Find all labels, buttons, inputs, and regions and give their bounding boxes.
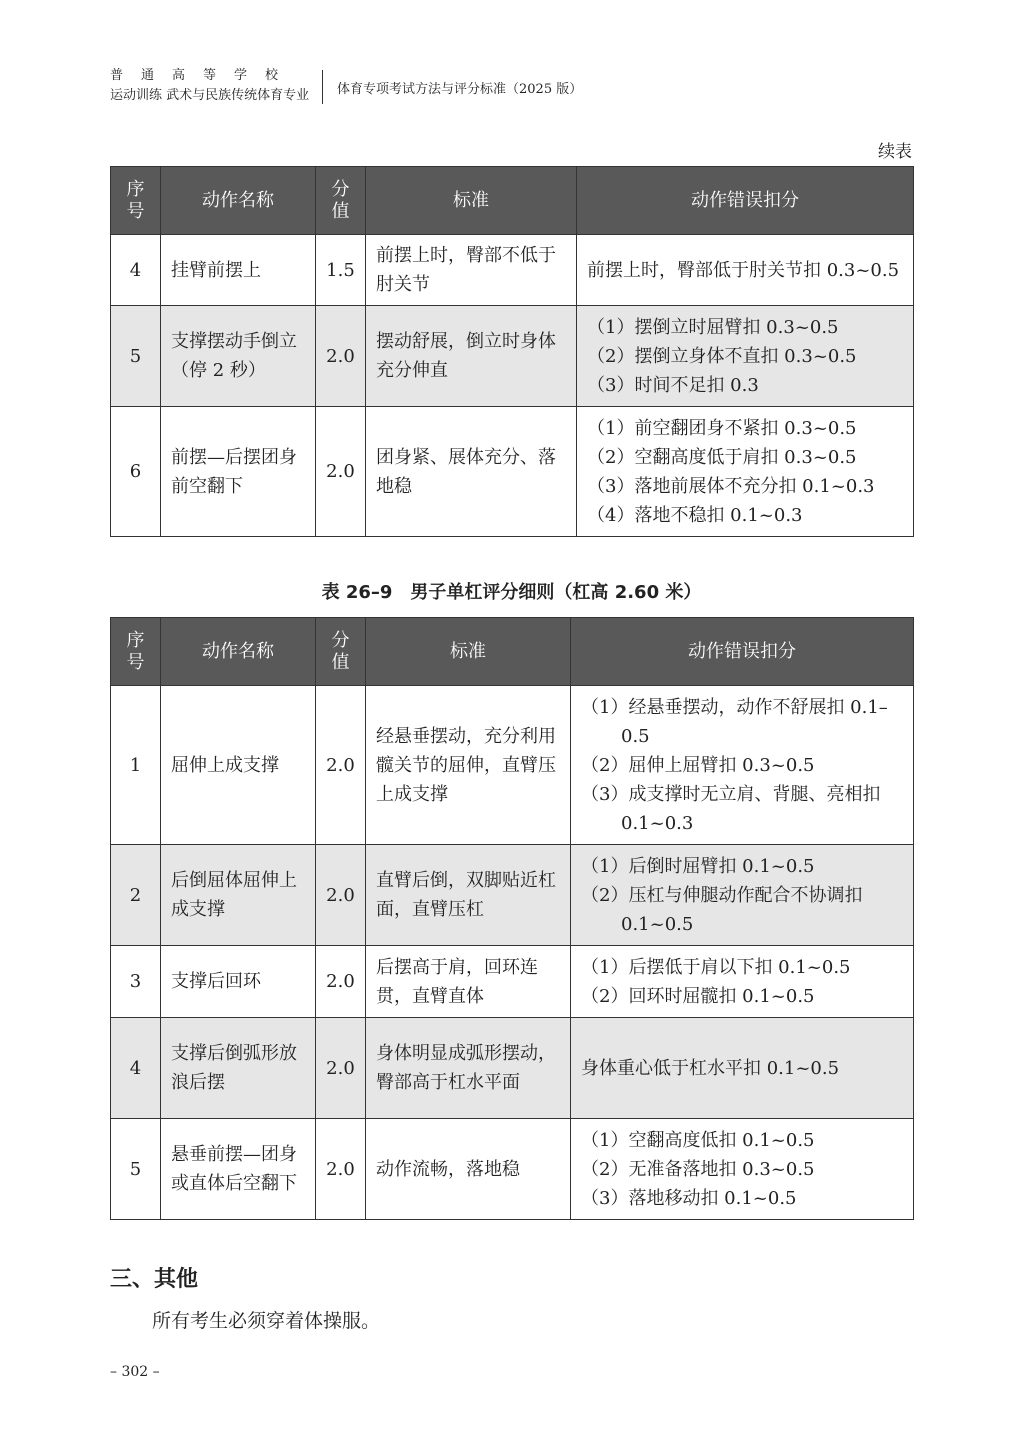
cell-deductions — [571, 946, 914, 1018]
header-book-title: 体育专项考试方法与评分标准（2025 版） — [337, 82, 583, 97]
cell-score: 2.0 — [316, 845, 366, 946]
col-header-deduction: 动作错误扣分 — [571, 618, 914, 686]
cell-num: 5 — [111, 1119, 161, 1220]
deduction-item: （2）回环时屈髋扣 0.1~0.5 — [581, 985, 815, 1007]
col-header-standard: 标准 — [366, 618, 571, 686]
deduction-item: （3）落地前展体不充分扣 0.1~0.3 — [587, 475, 875, 497]
deduction-item: （3）成支撑时无立肩、背腿、亮相扣 0.1~0.3 — [581, 783, 881, 834]
deduction-item: 前摆上时，臀部低于肘关节扣 0.3~0.5 — [587, 259, 900, 281]
deduction-item: （3）落地移动扣 0.1~0.5 — [581, 1187, 797, 1209]
cell-score: 2.0 — [316, 306, 366, 407]
cell-score: 2.0 — [316, 686, 366, 845]
body-text: 所有考生必须穿着体操服。 — [152, 1310, 381, 1332]
table-header-row — [111, 618, 914, 686]
section-title: 三、其他 — [110, 1266, 199, 1292]
table-row — [111, 845, 914, 946]
cell-deductions — [577, 306, 914, 407]
cell-num: 1 — [111, 686, 161, 845]
col-header-name: 动作名称 — [161, 167, 316, 235]
cell-score: 1.5 — [316, 235, 366, 306]
cell-score: 2.0 — [316, 1018, 366, 1119]
cell-num: 4 — [111, 1018, 161, 1119]
cell-standard: 前摆上时，臀部不低于肘关节 — [366, 235, 577, 306]
col-header-standard: 标准 — [366, 167, 577, 235]
header-school: 普通高等学校 — [110, 68, 297, 83]
table-row — [111, 306, 914, 407]
table-title: 表 26–9 男子单杠评分细则（杠高 2.60 米） — [321, 582, 702, 603]
cell-standard: 团身紧、展体充分、落地稳 — [366, 407, 577, 537]
table-row — [111, 1018, 914, 1119]
table-row — [111, 946, 914, 1018]
cell-num: 6 — [111, 407, 161, 537]
continued-label: 续表 — [878, 142, 912, 162]
cell-deductions — [577, 407, 914, 537]
cell-action-name: 前摆—后摆团身前空翻下 — [161, 407, 316, 537]
table-row — [111, 686, 914, 845]
deduction-item: （2）屈伸上屈臂扣 0.3~0.5 — [581, 754, 815, 776]
cell-action-name: 后倒屈体屈伸上成支撑 — [161, 845, 316, 946]
cell-deductions — [571, 845, 914, 946]
cell-action-name: 挂臂前摆上 — [161, 235, 316, 306]
deduction-item: （2）无准备落地扣 0.3~0.5 — [581, 1158, 815, 1180]
deduction-item: （4）落地不稳扣 0.1~0.3 — [587, 504, 803, 526]
cell-score: 2.0 — [316, 1119, 366, 1220]
cell-standard: 后摆高于肩，回环连贯，直臂直体 — [366, 946, 571, 1018]
deduction-item: （2）空翻高度低于肩扣 0.3~0.5 — [587, 446, 857, 468]
col-header-num: 序号 — [111, 167, 161, 235]
cell-num: 3 — [111, 946, 161, 1018]
deduction-item: （3）时间不足扣 0.3 — [587, 374, 759, 396]
col-header-num: 序号 — [111, 618, 161, 686]
deduction-item: （1）后摆低于肩以下扣 0.1~0.5 — [581, 956, 851, 978]
header-left — [110, 66, 310, 106]
cell-action-name: 支撑后回环 — [161, 946, 316, 1018]
page-header — [110, 66, 910, 106]
cell-standard: 动作流畅，落地稳 — [366, 1119, 571, 1220]
cell-deductions — [571, 686, 914, 845]
cell-action-name: 支撑后倒弧形放浪后摆 — [161, 1018, 316, 1119]
page-number: – 302 – — [110, 1364, 160, 1380]
cell-action-name: 屈伸上成支撑 — [161, 686, 316, 845]
deduction-item: （2）摆倒立身体不直扣 0.3~0.5 — [587, 345, 857, 367]
deduction-item: （1）空翻高度低扣 0.1~0.5 — [581, 1129, 815, 1151]
cell-deductions — [571, 1119, 914, 1220]
cell-action-name: 悬垂前摆—团身或直体后空翻下 — [161, 1119, 316, 1220]
table-header-row — [111, 167, 914, 235]
cell-standard: 直臂后倒，双脚贴近杠面，直臂压杠 — [366, 845, 571, 946]
deduction-item: 身体重心低于杠水平扣 0.1~0.5 — [581, 1057, 840, 1079]
deduction-item: （1）经悬垂摆动，动作不舒展扣 0.1–0.5 — [581, 696, 888, 747]
col-header-score: 分值 — [316, 618, 366, 686]
cell-deductions — [577, 235, 914, 306]
cell-action-name: 支撑摆动手倒立（停 2 秒） — [161, 306, 316, 407]
cell-standard: 身体明显成弧形摆动，臀部高于杠水平面 — [366, 1018, 571, 1119]
table-row — [111, 407, 914, 537]
header-divider — [322, 70, 323, 104]
header-major: 运动训练 武术与民族传统体育专业 — [110, 88, 310, 103]
cell-standard: 摆动舒展，倒立时身体充分伸直 — [366, 306, 577, 407]
cell-score: 2.0 — [316, 946, 366, 1018]
cell-deductions — [571, 1018, 914, 1119]
cell-num: 4 — [111, 235, 161, 306]
col-header-name: 动作名称 — [161, 618, 316, 686]
col-header-deduction: 动作错误扣分 — [577, 167, 914, 235]
deduction-item: （1）前空翻团身不紧扣 0.3~0.5 — [587, 417, 857, 439]
deduction-item: （1）后倒时屈臂扣 0.1~0.5 — [581, 855, 815, 877]
table-row — [111, 1119, 914, 1220]
deduction-item: （1）摆倒立时屈臂扣 0.3~0.5 — [587, 316, 839, 338]
table-horizontal-bar — [110, 617, 914, 1220]
table-continued — [110, 166, 914, 537]
deduction-item: （2）压杠与伸腿动作配合不协调扣 0.1~0.5 — [581, 884, 863, 935]
col-header-score: 分值 — [316, 167, 366, 235]
cell-num: 2 — [111, 845, 161, 946]
cell-score: 2.0 — [316, 407, 366, 537]
table-row — [111, 235, 914, 306]
cell-num: 5 — [111, 306, 161, 407]
cell-standard: 经悬垂摆动，充分利用髋关节的屈伸，直臂压上成支撑 — [366, 686, 571, 845]
